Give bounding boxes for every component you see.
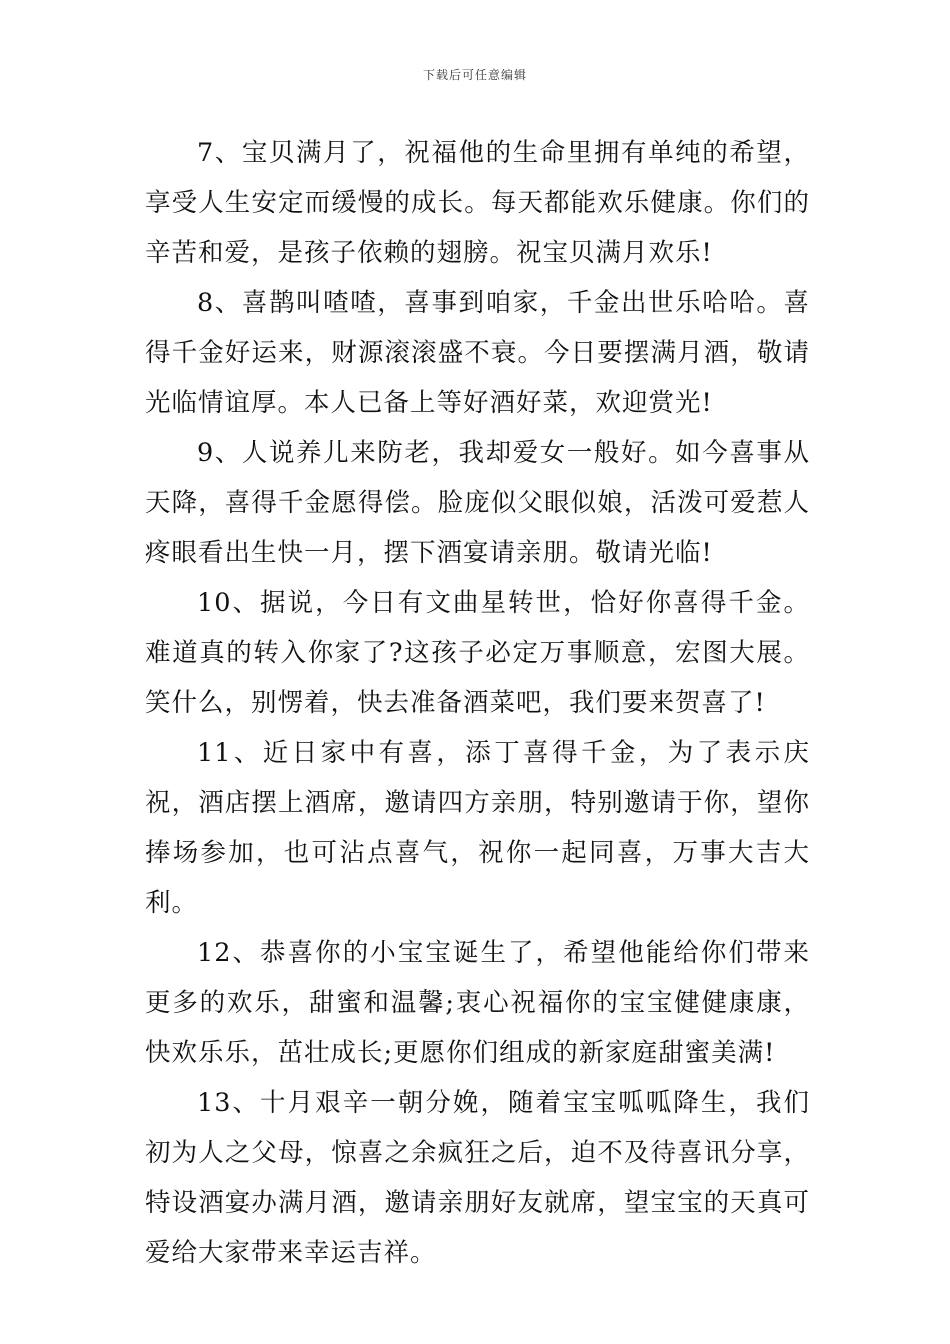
page-header: 下载后可任意编辑 bbox=[422, 68, 527, 82]
paragraph-12: 12、恭喜你的小宝宝诞生了，希望他能给你们带来更多的欢乐，甜蜜和温馨;衷心祝福你的宝宝健健康康，快欢乐乐，茁壮成长;更愿你们组成的新家庭甜蜜美满! bbox=[145, 938, 810, 1068]
paragraph-10: 10、据说，今日有文曲星转世，恰好你喜得千金。难道真的转入你家了?这孩子必定万事顺意，宏图大展。笑什么，别愣着，快去准备酒菜吧，我们要来贺喜了! bbox=[145, 588, 810, 718]
paragraph-8: 8、喜鹊叫喳喳，喜事到咱家，千金出世乐哈哈。喜得千金好运来，财源滚滚盛不衰。今日要摆满月酒，敬请光临情谊厚。本人已备上等好酒好菜，欢迎赏光! bbox=[145, 288, 810, 418]
paragraph-11: 11、近日家中有喜，添丁喜得千金，为了表示庆祝，酒店摆上酒席，邀请四方亲朋，特别邀请于你，望你捧场参加，也可沾点喜气，祝你一起同喜，万事大吉大利。 bbox=[145, 738, 810, 918]
paragraph-9: 9、人说养儿来防老，我却爱女一般好。如今喜事从天降，喜得千金愿得偿。脸庞似父眼似娘，活泼可爱惹人疼眼看出生快一月，摆下酒宴请亲朋。敬请光临! bbox=[145, 438, 810, 568]
paragraph-13: 13、十月艰辛一朝分娩，随着宝宝呱呱降生，我们初为人之父母，惊喜之余疯狂之后，迫不及待喜讯分享，特设酒宴办满月酒，邀请亲朋好友就席，望宝宝的天真可爱给大家带来幸运吉祥。 bbox=[145, 1088, 810, 1268]
document-body bbox=[145, 128, 810, 1278]
paragraph-7: 7、宝贝满月了，祝福他的生命里拥有单纯的希望，享受人生安定而缓慢的成长。每天都能欢乐健康。你们的辛苦和爱，是孩子依赖的翅膀。祝宝贝满月欢乐! bbox=[145, 138, 810, 268]
